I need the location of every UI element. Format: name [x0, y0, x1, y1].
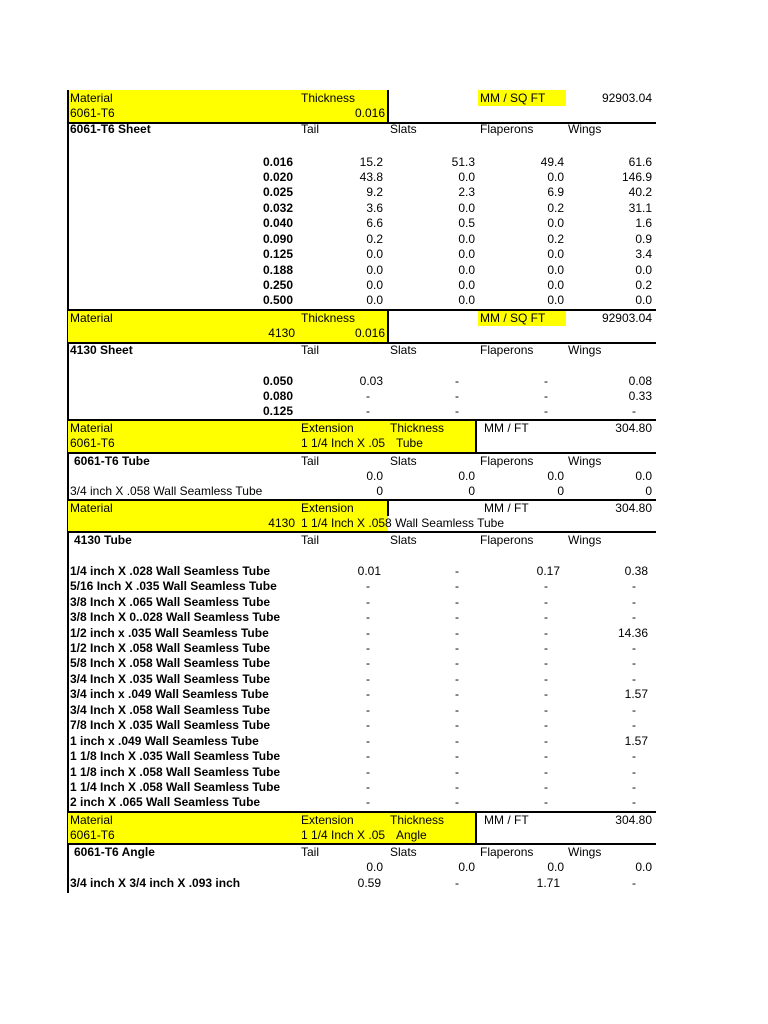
- unit-label[interactable]: MM / FT: [484, 421, 529, 435]
- subtotal-flaperons: 0.0: [547, 469, 564, 483]
- cell-tail: 0.0: [366, 293, 383, 307]
- cell-wings: 3.4: [635, 247, 652, 261]
- cell-flaperons: -: [544, 734, 548, 748]
- subtotal-tail: 0.0: [366, 469, 383, 483]
- unit-label[interactable]: MM / SQ FT: [480, 311, 546, 325]
- cell-slats: 0.0: [458, 278, 475, 292]
- cell-flaperons: -: [544, 718, 548, 732]
- cell-slats: -: [455, 876, 459, 890]
- material-value[interactable]: 4130: [268, 326, 295, 340]
- unit-label[interactable]: MM / FT: [484, 813, 529, 827]
- row-label: 5/16 Inch X .035 Wall Seamless Tube: [70, 579, 277, 593]
- cell-flaperons: -: [544, 626, 548, 640]
- row-label: 0.020: [262, 170, 293, 184]
- unit-value[interactable]: 304.80: [615, 813, 652, 827]
- cell-tail: -: [366, 672, 370, 686]
- cell-flaperons: -: [544, 579, 548, 593]
- cell-slats: 0.0: [458, 201, 475, 215]
- col-header-wings: Wings: [568, 845, 602, 859]
- cell-wings: 0.0: [635, 293, 652, 307]
- row-label: 0.025: [262, 185, 293, 199]
- cell-wings: 14.36: [617, 626, 648, 640]
- cell-flaperons: -: [544, 595, 548, 609]
- cell-wings: 0: [645, 484, 652, 498]
- cell-flaperons: 1.71: [536, 876, 560, 890]
- cell-slats: 0.0: [458, 170, 475, 184]
- cell-wings: 1.6: [635, 216, 652, 230]
- unit-value[interactable]: 304.80: [615, 421, 652, 435]
- cell-slats: -: [455, 389, 459, 403]
- cell-wings: -: [632, 718, 636, 732]
- col-header-slats: Slats: [390, 343, 417, 357]
- cell-slats: 0.0: [458, 293, 475, 307]
- material-label[interactable]: Material: [70, 421, 113, 435]
- cell-tail: 0.01: [357, 564, 381, 578]
- cell-slats: -: [455, 374, 459, 388]
- unit-label[interactable]: MM / SQ FT: [480, 91, 546, 105]
- row-label: 1/2 inch x .035 Wall Seamless Tube: [70, 626, 269, 640]
- cell-slats: 0.0: [458, 247, 475, 261]
- cell-slats: -: [455, 610, 459, 624]
- extension-value[interactable]: 1 1/4 Inch X .058 Wall Seamless Tube: [301, 516, 504, 530]
- section-title: 6061-T6 Angle: [74, 845, 155, 859]
- cell-wings: -: [632, 595, 636, 609]
- cell-tail: -: [366, 595, 370, 609]
- cell-border: [387, 90, 389, 123]
- cell-wings: -: [632, 579, 636, 593]
- subtotal-slats: 0.0: [458, 860, 475, 874]
- cell-flaperons: -: [544, 389, 548, 403]
- unit-value[interactable]: 92903.04: [601, 91, 652, 105]
- subtotal-wings: 0.0: [635, 469, 652, 483]
- cell-slats: 0.0: [458, 263, 475, 277]
- cell-slats: -: [455, 749, 459, 763]
- cell-slats: -: [455, 404, 459, 418]
- cell-slats: 0: [468, 484, 475, 498]
- section-title: 4130 Sheet: [70, 343, 133, 357]
- cell-tail: -: [366, 641, 370, 655]
- col-header-wings: Wings: [568, 454, 602, 468]
- cell-flaperons: -: [544, 749, 548, 763]
- cell-tail: 9.2: [366, 185, 383, 199]
- cell-tail: 0: [376, 484, 383, 498]
- cell-slats: -: [455, 672, 459, 686]
- cell-flaperons: -: [544, 404, 548, 418]
- row-label: 0.080: [262, 389, 293, 403]
- cell-slats: -: [455, 734, 459, 748]
- row-label: 2 inch X .065 Wall Seamless Tube: [70, 795, 261, 809]
- row-label: 0.050: [262, 374, 293, 388]
- cell-wings: -: [632, 876, 636, 890]
- thickness-value[interactable]: 0.016: [354, 106, 385, 120]
- cell-wings: -: [632, 703, 636, 717]
- row-label: 0.188: [262, 263, 293, 277]
- cell-flaperons: 0.0: [547, 216, 564, 230]
- cell-slats: -: [455, 626, 459, 640]
- cell-wings: -: [632, 780, 636, 794]
- cell-tail: -: [366, 795, 370, 809]
- cell-tail: -: [366, 734, 370, 748]
- cell-border: [475, 420, 477, 453]
- cell-slats: -: [455, 579, 459, 593]
- cell-tail: 3.6: [366, 201, 383, 215]
- cell-wings: -: [632, 656, 636, 670]
- cell-tail: -: [366, 687, 370, 701]
- cell-flaperons: 0.0: [547, 278, 564, 292]
- material-value[interactable]: 6061-T6: [70, 828, 115, 842]
- cell-tail: -: [366, 749, 370, 763]
- cell-border: [387, 310, 389, 343]
- left-border: [67, 90, 69, 893]
- col-header-slats: Slats: [390, 845, 417, 859]
- cell-slats: -: [455, 718, 459, 732]
- row-label: 3/8 Inch X 0..028 Wall Seamless Tube: [70, 610, 281, 624]
- thickness-value[interactable]: Tube: [396, 436, 423, 450]
- cell-slats: 0.5: [458, 216, 475, 230]
- material-label[interactable]: Material: [70, 91, 113, 105]
- row-label: 1 inch x .049 Wall Seamless Tube: [70, 734, 259, 748]
- cell-flaperons: -: [544, 610, 548, 624]
- row-label: 3/8 Inch X .065 Wall Seamless Tube: [70, 595, 271, 609]
- unit-value[interactable]: 304.80: [615, 501, 652, 515]
- cell-tail: -: [366, 656, 370, 670]
- subtotal-tail: 0.0: [366, 860, 383, 874]
- thickness-label[interactable]: Thickness: [390, 421, 445, 435]
- row-label: 1 1/4 Inch X .058 Wall Seamless Tube: [70, 780, 281, 794]
- section-title: 4130 Tube: [74, 533, 132, 547]
- cell-slats: -: [455, 703, 459, 717]
- cell-flaperons: -: [544, 374, 548, 388]
- cell-wings: 40.2: [628, 185, 652, 199]
- cell-slats: -: [455, 641, 459, 655]
- cell-slats: 2.3: [458, 185, 475, 199]
- cell-wings: 0.33: [628, 389, 652, 403]
- cell-wings: 0.9: [635, 232, 652, 246]
- row-label: 3/4 inch X .058 Wall Seamless Tube: [70, 484, 263, 498]
- material-value[interactable]: 6061-T6: [70, 436, 115, 450]
- extension-value[interactable]: 1 1/4 Inch X .05: [301, 436, 386, 450]
- cell-flaperons: 0: [557, 484, 564, 498]
- col-header-wings: Wings: [568, 533, 602, 547]
- col-header-flaperons: Flaperons: [480, 122, 534, 136]
- cell-wings: 146.9: [621, 170, 652, 184]
- cell-flaperons: -: [544, 672, 548, 686]
- cell-tail: 0.59: [357, 876, 381, 890]
- col-header-flaperons: Flaperons: [480, 343, 534, 357]
- unit-value[interactable]: 92903.04: [601, 311, 652, 325]
- col-header-slats: Slats: [390, 533, 417, 547]
- cell-tail: -: [366, 718, 370, 732]
- row-label: 1/4 inch X .028 Wall Seamless Tube: [70, 564, 271, 578]
- subtotal-flaperons: 0.0: [547, 860, 564, 874]
- material-label[interactable]: Material: [70, 813, 113, 827]
- cell-flaperons: -: [544, 780, 548, 794]
- row-label: 3/4 inch x .049 Wall Seamless Tube: [70, 687, 269, 701]
- cell-slats: -: [455, 795, 459, 809]
- cell-flaperons: 0.2: [547, 232, 564, 246]
- cell-tail: 0.0: [366, 263, 383, 277]
- cell-wings: 61.6: [628, 155, 652, 169]
- cell-slats: 51.3: [451, 155, 475, 169]
- cell-tail: -: [366, 780, 370, 794]
- cell-wings: 0.38: [624, 564, 648, 578]
- row-label: 0.032: [262, 201, 293, 215]
- cell-tail: -: [366, 626, 370, 640]
- cell-flaperons: 6.9: [547, 185, 564, 199]
- cell-flaperons: -: [544, 687, 548, 701]
- cell-wings: -: [632, 765, 636, 779]
- row-label: 3/4 inch X 3/4 inch X .093 inch: [70, 876, 241, 890]
- cell-wings: -: [632, 641, 636, 655]
- cell-tail: -: [366, 404, 370, 418]
- cell-tail: 0.0: [366, 278, 383, 292]
- material-value[interactable]: 6061-T6: [70, 106, 115, 120]
- thickness-label[interactable]: Thickness: [301, 91, 356, 105]
- row-label: 5/8 Inch X .058 Wall Seamless Tube: [70, 656, 271, 670]
- cell-flaperons: -: [544, 656, 548, 670]
- material-label[interactable]: Material: [70, 311, 113, 325]
- col-header-tail: Tail: [301, 533, 320, 547]
- cell-tail: 43.8: [359, 170, 383, 184]
- cell-flaperons: -: [544, 641, 548, 655]
- cell-border: [387, 500, 389, 516]
- row-label: 7/8 Inch X .035 Wall Seamless Tube: [70, 718, 271, 732]
- section-title: 6061-T6 Sheet: [70, 122, 151, 136]
- row-label: 3/4 Inch X .058 Wall Seamless Tube: [70, 703, 271, 717]
- cell-tail: 6.6: [366, 216, 383, 230]
- cell-slats: -: [455, 687, 459, 701]
- col-header-flaperons: Flaperons: [480, 845, 534, 859]
- col-header-slats: Slats: [390, 454, 417, 468]
- unit-label[interactable]: MM / FT: [484, 501, 529, 515]
- col-header-tail: Tail: [301, 845, 320, 859]
- col-header-tail: Tail: [301, 343, 320, 357]
- cell-flaperons: 0.0: [547, 247, 564, 261]
- material-value[interactable]: 4130: [268, 516, 295, 530]
- cell-tail: -: [366, 389, 370, 403]
- col-header-tail: Tail: [301, 122, 320, 136]
- cell-tail: -: [366, 703, 370, 717]
- cell-tail: 0.0: [366, 247, 383, 261]
- cell-flaperons: -: [544, 795, 548, 809]
- cell-tail: 0.03: [359, 374, 383, 388]
- row-label: 0.125: [262, 404, 293, 418]
- row-label: 1 1/8 Inch X .035 Wall Seamless Tube: [70, 749, 281, 763]
- cell-tail: 15.2: [359, 155, 383, 169]
- cell-slats: -: [455, 765, 459, 779]
- cell-flaperons: 0.2: [547, 201, 564, 215]
- row-label: 0.016: [262, 155, 293, 169]
- cell-tail: -: [366, 579, 370, 593]
- row-label: 1 1/8 inch X .058 Wall Seamless Tube: [70, 765, 281, 779]
- cell-flaperons: 0.17: [536, 564, 560, 578]
- row-label: 0.250: [262, 278, 293, 292]
- col-header-flaperons: Flaperons: [480, 454, 534, 468]
- cell-wings: -: [632, 404, 636, 418]
- extension-label[interactable]: Extension: [301, 813, 354, 827]
- cell-flaperons: -: [544, 765, 548, 779]
- cell-tail: 0.2: [366, 232, 383, 246]
- row-label: 3/4 Inch X .035 Wall Seamless Tube: [70, 672, 271, 686]
- subtotal-slats: 0.0: [458, 469, 475, 483]
- row-label: 0.125: [262, 247, 293, 261]
- cell-flaperons: 0.0: [547, 293, 564, 307]
- cell-flaperons: 0.0: [547, 263, 564, 277]
- cell-flaperons: -: [544, 703, 548, 717]
- cell-flaperons: 49.4: [540, 155, 564, 169]
- extension-label[interactable]: Extension: [301, 501, 354, 515]
- cell-slats: -: [455, 595, 459, 609]
- row-label: 1/2 Inch X .058 Wall Seamless Tube: [70, 641, 271, 655]
- thickness-value[interactable]: 0.016: [354, 326, 385, 340]
- cell-slats: 0.0: [458, 232, 475, 246]
- thickness-label[interactable]: Thickness: [301, 311, 356, 325]
- cell-wings: -: [632, 672, 636, 686]
- col-header-wings: Wings: [568, 122, 602, 136]
- cell-flaperons: 0.0: [547, 170, 564, 184]
- cell-wings: -: [632, 795, 636, 809]
- cell-wings: 0.2: [635, 278, 652, 292]
- cell-slats: -: [455, 564, 459, 578]
- extension-value[interactable]: 1 1/4 Inch X .05: [301, 828, 386, 842]
- cell-slats: -: [455, 780, 459, 794]
- cell-wings: 1.57: [624, 687, 648, 701]
- thickness-value[interactable]: Angle: [396, 828, 427, 842]
- col-header-wings: Wings: [568, 343, 602, 357]
- row-label: 0.500: [262, 293, 293, 307]
- thickness-label[interactable]: Thickness: [390, 813, 445, 827]
- col-header-tail: Tail: [301, 454, 320, 468]
- cell-tail: -: [366, 765, 370, 779]
- cell-wings: 31.1: [628, 201, 652, 215]
- col-header-slats: Slats: [390, 122, 417, 136]
- cell-wings: 0.0: [635, 263, 652, 277]
- cell-wings: 0.08: [628, 374, 652, 388]
- col-header-flaperons: Flaperons: [480, 533, 534, 547]
- section-title: 6061-T6 Tube: [74, 454, 150, 468]
- row-label: 0.040: [262, 216, 293, 230]
- row-label: 0.090: [262, 232, 293, 246]
- cell-wings: -: [632, 610, 636, 624]
- cell-tail: -: [366, 610, 370, 624]
- extension-label[interactable]: Extension: [301, 421, 354, 435]
- material-label[interactable]: Material: [70, 501, 113, 515]
- cell-wings: 1.57: [624, 734, 648, 748]
- cell-slats: -: [455, 656, 459, 670]
- cell-border: [475, 812, 477, 845]
- subtotal-wings: 0.0: [635, 860, 652, 874]
- cell-wings: -: [632, 749, 636, 763]
